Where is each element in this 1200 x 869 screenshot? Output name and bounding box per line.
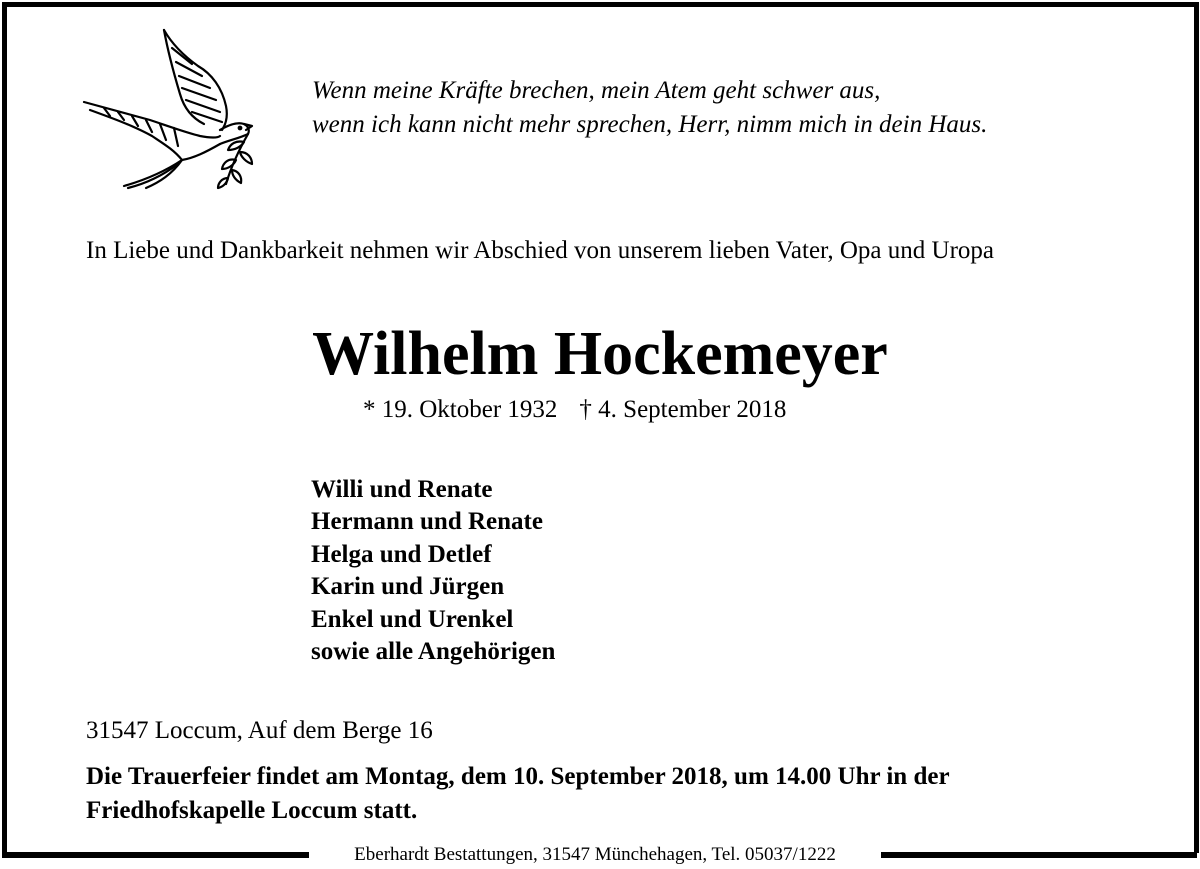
intro-text: In Liebe und Dankbarkeit nehmen wir Abschied von unserem lieben Vater, Opa und Uropa: [86, 237, 994, 264]
family-address: 31547 Loccum, Auf dem Berge 16: [86, 717, 433, 744]
life-dates: [363, 393, 786, 427]
funeral-line: Die Trauerfeier findet am Montag, dem 10. September 2018, um 14.00 Uhr in der: [86, 763, 950, 790]
death-date: † 4. September 2018: [579, 396, 787, 423]
verse-line: wenn ich kann nicht mehr sprechen, Herr, nimm mich in dein Haus.: [312, 111, 988, 138]
bottom-rule-left: [2, 852, 309, 858]
mourner: Karin und Jürgen: [311, 573, 505, 601]
funeral-line: Friedhofskapelle Loccum statt.: [86, 797, 418, 824]
mourner: Willi und Renate: [311, 476, 493, 503]
funeral-announcement: [86, 760, 950, 828]
mourner: sowie alle Angehörigen: [311, 638, 556, 666]
birth-date: * 19. Oktober 1932: [363, 396, 558, 423]
dove-with-olive-branch-icon: [80, 26, 275, 191]
deceased-name: Wilhelm Hockemeyer: [312, 320, 888, 388]
mourner: Helga und Detlef: [311, 540, 492, 568]
verse-quote: [312, 74, 987, 142]
mourner: Hermann und Renate: [311, 508, 543, 536]
undertaker-footer: Eberhardt Bestattungen, 31547 Münchehagen, Tel. 05037/1222: [354, 844, 836, 865]
mourners-list: [311, 474, 555, 668]
bottom-rule-right: [881, 852, 1197, 858]
verse-line: Wenn meine Kräfte brechen, mein Atem geht schwer aus,: [312, 77, 881, 104]
mourner: Enkel und Urenkel: [311, 605, 514, 633]
